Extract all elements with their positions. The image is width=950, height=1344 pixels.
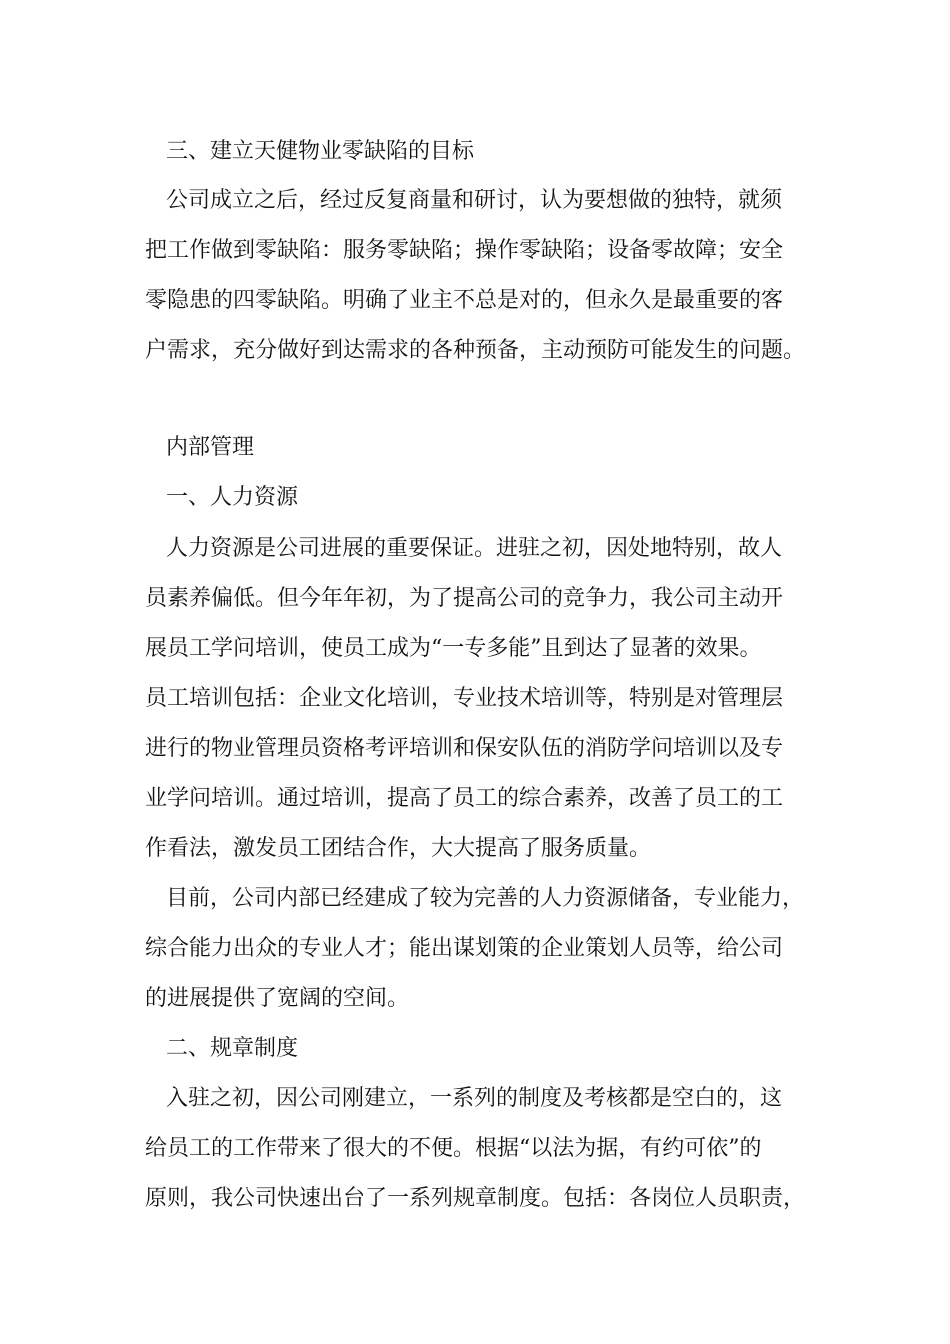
section-heading-goal: 三、建立天健物业零缺陷的目标 — [166, 139, 475, 164]
paragraph-line: 公司成立之后，经过反复商量和研讨，认为要想做的独特，就须 — [166, 188, 783, 213]
paragraph-line: 入驻之初，因公司刚建立，一系列的制度及考核都是空白的，这 — [166, 1086, 783, 1111]
paragraph-line: 原则，我公司快速出台了一系列规章制度。包括：各岗位人员职责， — [145, 1186, 806, 1211]
paragraph-line: 业学问培训。通过培训，提高了员工的综合素养，改善了员工的工 — [145, 786, 784, 811]
section-heading-rules: 二、规章制度 — [166, 1036, 299, 1061]
paragraph-line: 作看法，激发员工团结合作，大大提高了服务质量。 — [145, 836, 652, 861]
paragraph-line: 零隐患的四零缺陷。明确了业主不总是对的，但永久是最重要的客 — [145, 288, 784, 313]
paragraph-line: 综合能力出众的专业人才；能出谋划策的企业策划人员等，给公司 — [145, 936, 784, 961]
paragraph-line: 员工培训包括：企业文化培训，专业技术培训等，特别是对管理层 — [145, 686, 784, 711]
paragraph-line: 人力资源是公司进展的重要保证。进驻之初，因处地特别，故人 — [166, 536, 783, 561]
paragraph-line: 目前，公司内部已经建成了较为完善的人力资源储备，专业能力， — [166, 886, 805, 911]
section-heading-hr: 一、人力资源 — [166, 485, 299, 510]
paragraph-line: 进行的物业管理员资格考评培训和保安队伍的消防学问培训以及专 — [145, 736, 784, 761]
paragraph-line: 员素养偏低。但今年年初，为了提高公司的竞争力，我公司主动开 — [145, 586, 784, 611]
paragraph-line: 户需求，充分做好到达需求的各种预备，主动预防可能发生的问题。 — [145, 338, 806, 363]
paragraph-line: 给员工的工作带来了很大的不便。根据“以法为据，有约可依”的 — [145, 1136, 762, 1161]
section-heading-internal: 内部管理 — [166, 435, 255, 460]
paragraph-line: 展员工学问培训，使员工成为“一专多能”且到达了显著的效果。 — [145, 636, 762, 661]
paragraph-line: 的进展提供了宽阔的空间。 — [145, 986, 410, 1011]
paragraph-line: 把工作做到零缺陷：服务零缺陷；操作零缺陷；设备零故障；安全 — [145, 238, 784, 263]
